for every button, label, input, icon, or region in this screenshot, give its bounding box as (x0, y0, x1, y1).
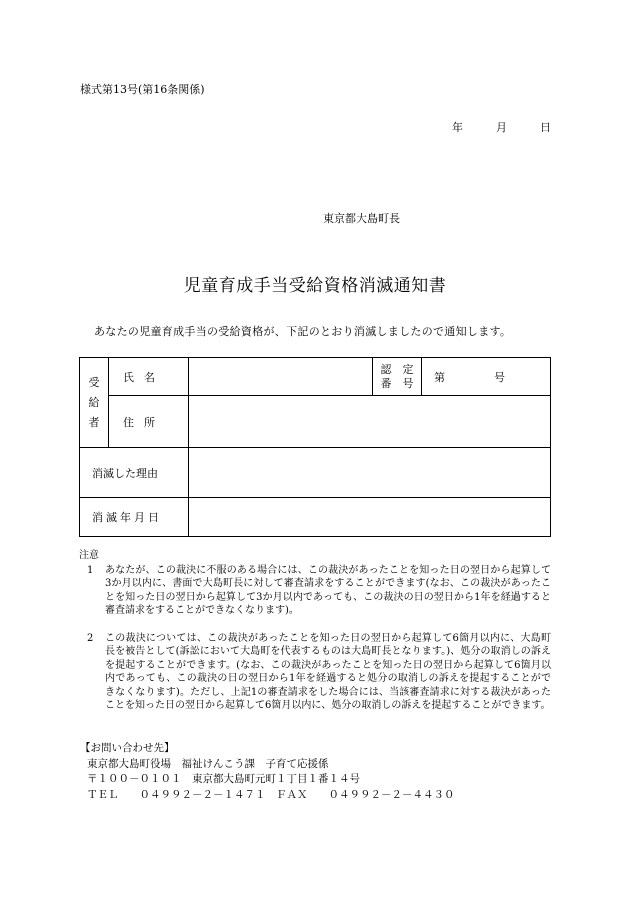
contact-section (80, 741, 455, 803)
date-month-label: 月 (496, 121, 507, 134)
recipient-char-2: 給 (88, 395, 100, 409)
address-label: 住所 (109, 396, 189, 448)
number-prefix: 第 (434, 370, 445, 384)
name-label: 氏名 (109, 358, 189, 396)
date-label: 消滅年月日 (80, 498, 189, 537)
contact-office: 東京都大島町役場 福祉けんこう課 子育て応援係 (87, 757, 329, 770)
lead-text: あなたの児童育成手当の受給資格が、下記のとおり消滅しましたので通知します。 (94, 325, 512, 338)
name-field[interactable] (189, 358, 373, 396)
contact-address: 〒１００－０１０１ 東京都大島町元町１丁目１番１４号 (87, 773, 360, 785)
contact-heading: 【お問い合わせ先】 (80, 742, 175, 754)
info-table (79, 357, 551, 537)
date-year-label: 年 (452, 121, 463, 134)
reason-field[interactable] (189, 448, 551, 498)
note-number: 1 (87, 564, 94, 576)
date-line (452, 119, 551, 135)
cert-number-field[interactable] (422, 358, 551, 396)
note-text: この裁決については、この裁決があったことを知った日の翌日から起算して6箇月以内に、大島町長を被告として(訴訟において大島町を代表するものは大島町長となります。)、処分の取消しの訴えを提起することができます。(なお、この裁決があったことを知った日の翌日から起算して6箇月以内であっても、この裁決の日の翌日から1年を経過すると処分の取消しの訴えを提起することができなくなります)。ただし、上記1の審査請求をした場合には、当該審査請求に対する裁決があったことを知った日の翌日から起算して6箇月以内に、処分の取消しの訴えを提起することができます。 (105, 632, 551, 711)
document-title: 児童育成手当受給資格消滅通知書 (183, 276, 447, 296)
number-suffix: 号 (494, 370, 505, 384)
note-item-2 (79, 632, 551, 713)
date-day-label: 日 (540, 121, 551, 134)
recipient-label (80, 358, 109, 448)
notes-heading: 注意 (79, 550, 99, 561)
recipient-char-1: 受 (88, 375, 100, 389)
note-number: 2 (87, 632, 94, 644)
cert-number-label (373, 358, 422, 396)
issuer: 東京都大島町長 (323, 212, 400, 225)
address-field[interactable] (189, 396, 551, 448)
notes-section (79, 549, 551, 727)
form-number: 様式第13号(第16条関係) (80, 83, 205, 96)
note-text: あなたが、この裁決に不服のある場合には、この裁決があったことを知った日の翌日から起算して3か月以内に、書面で大島町長に対して審査請求をすることができます(なお、この裁決があったことを知った日の翌日から起算して3か月以内であっても、この裁決の日の翌日から1年を経過すると審査請求をすることができなくなります)。 (105, 564, 551, 616)
date-field[interactable] (189, 498, 551, 537)
note-item-1 (79, 564, 551, 618)
cert-label-line2: 番 号 (380, 376, 414, 390)
contact-phone: ＴＥＬ ０４９９２－２－１４７１ ＦＡＸ ０４９９２－２－４４３０ (87, 788, 455, 801)
reason-label: 消滅した理由 (80, 448, 189, 498)
recipient-char-3: 者 (88, 415, 100, 429)
cert-label-line1: 認 定 (380, 362, 414, 376)
